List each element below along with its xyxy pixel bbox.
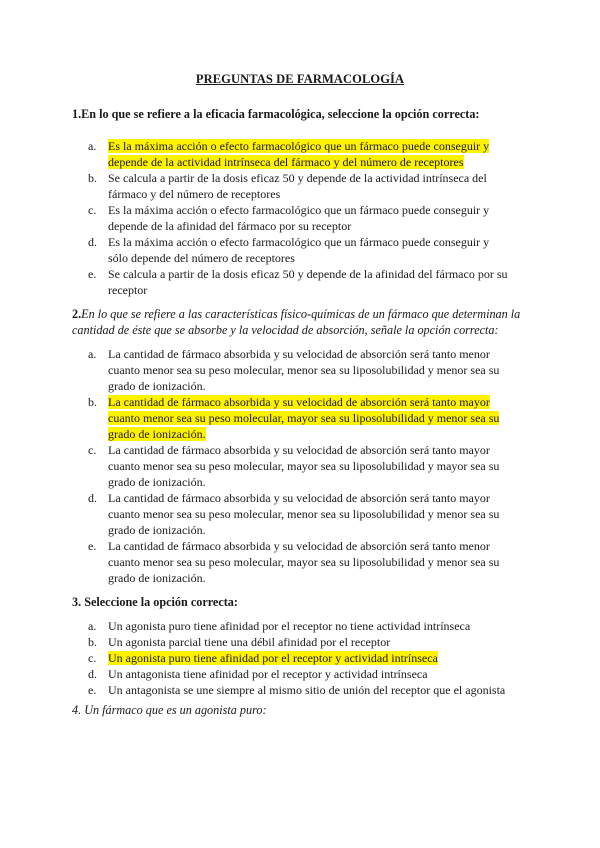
option-letter: e. [88, 539, 97, 553]
question-number: 3. [72, 595, 82, 609]
question-text: En lo que se refiere a la eficacia farmacológica, seleccione la opción correcta: [81, 107, 480, 121]
option [88, 618, 518, 634]
option [88, 170, 508, 202]
question-text: En lo que se refiere a las características físico-químicas de un fármaco que determinan la cantidad de éste que se absorbe y la velocidad de absorción, señale la opción correcta: [72, 307, 521, 337]
question-number: 4. [72, 703, 82, 717]
question-2 [72, 306, 530, 338]
option-letter: b. [88, 635, 97, 649]
question-2-options [88, 346, 508, 586]
question-1-options [88, 138, 508, 298]
question-number: 1. [72, 107, 82, 121]
option [88, 394, 508, 442]
option-text: Se calcula a partir de la dosis eficaz 50 y depende de la afinidad del fármaco por su receptor [108, 267, 508, 297]
option-text: Un agonista puro tiene afinidad por el receptor y actividad intrínseca [108, 651, 438, 665]
page-title: PREGUNTAS DE FARMACOLOGÍA [195, 72, 405, 86]
option [88, 490, 508, 538]
option-text: La cantidad de fármaco absorbida y su velocidad de absorción será tanto menor cuanto menor sea su peso molecular, mayor sea su liposolubilidad y menor sea su grado de ionización. [108, 539, 500, 585]
option [88, 650, 518, 666]
option [88, 138, 508, 170]
option-text: Un antagonista se une siempre al mismo sitio de unión del receptor que el agonista [108, 683, 506, 697]
option-text: Un antagonista tiene afinidad por el receptor y actividad intrínseca [108, 667, 428, 681]
option-text: Se calcula a partir de la dosis eficaz 50 y depende de la actividad intrínseca del fármaco y del número de receptores [108, 171, 487, 201]
option [88, 666, 518, 682]
option-text: Es la máxima acción o efecto farmacológico que un fármaco puede conseguir y sólo depende del número de receptores [108, 235, 490, 265]
question-3-options [88, 618, 518, 698]
question-3 [72, 594, 530, 610]
option [88, 442, 508, 490]
question-1 [72, 106, 530, 122]
option [88, 234, 508, 266]
option-letter: e. [88, 683, 97, 697]
option-letter: d. [88, 491, 97, 505]
option-letter: e. [88, 267, 97, 281]
option-letter: a. [88, 619, 97, 633]
option-letter: d. [88, 667, 97, 681]
question-number: 2. [72, 307, 82, 321]
option-text: La cantidad de fármaco absorbida y su velocidad de absorción será tanto menor cuanto menor sea su peso molecular, menor sea su liposolubilidad y menor sea su grado de ionización. [108, 347, 500, 393]
option [88, 266, 508, 298]
option [88, 346, 508, 394]
option-text: La cantidad de fármaco absorbida y su velocidad de absorción será tanto mayor cuanto menor sea su peso molecular, mayor sea su liposolubilidad y menor sea su grado de ionización. [108, 395, 500, 441]
question-text: Un fármaco que es un agonista puro: [84, 703, 267, 717]
option [88, 634, 518, 650]
option-letter: b. [88, 171, 97, 185]
option-text: La cantidad de fármaco absorbida y su velocidad de absorción será tanto mayor cuanto menor sea su peso molecular, menor sea su liposolubilidad y menor sea su grado de ionización. [108, 491, 500, 537]
option-text: Es la máxima acción o efecto farmacológico que un fármaco puede conseguir y depende de la actividad intrínseca del fármaco y del número de receptores [108, 139, 490, 169]
option-letter: d. [88, 235, 97, 249]
option [88, 538, 508, 586]
option-text: La cantidad de fármaco absorbida y su velocidad de absorción será tanto mayor cuanto menor sea su peso molecular, mayor sea su liposolubilidad y mayor sea su grado de ionización. [108, 443, 500, 489]
option-letter: c. [88, 443, 97, 457]
option-letter: b. [88, 395, 97, 409]
question-text: Seleccione la opción correcta: [84, 595, 238, 609]
option-letter: a. [88, 139, 97, 153]
option-letter: c. [88, 651, 97, 665]
option-text: Un agonista parcial tiene una débil afinidad por el receptor [108, 635, 391, 649]
option [88, 202, 508, 234]
option-letter: a. [88, 347, 97, 361]
question-4 [72, 702, 530, 718]
option-letter: c. [88, 203, 97, 217]
option-text: Es la máxima acción o efecto farmacológico que un fármaco puede conseguir y depende de la afinidad del fármaco por su receptor [108, 203, 490, 233]
option-text: Un agonista puro tiene afinidad por el receptor no tiene actividad intrínseca [108, 619, 471, 633]
option [88, 682, 518, 698]
